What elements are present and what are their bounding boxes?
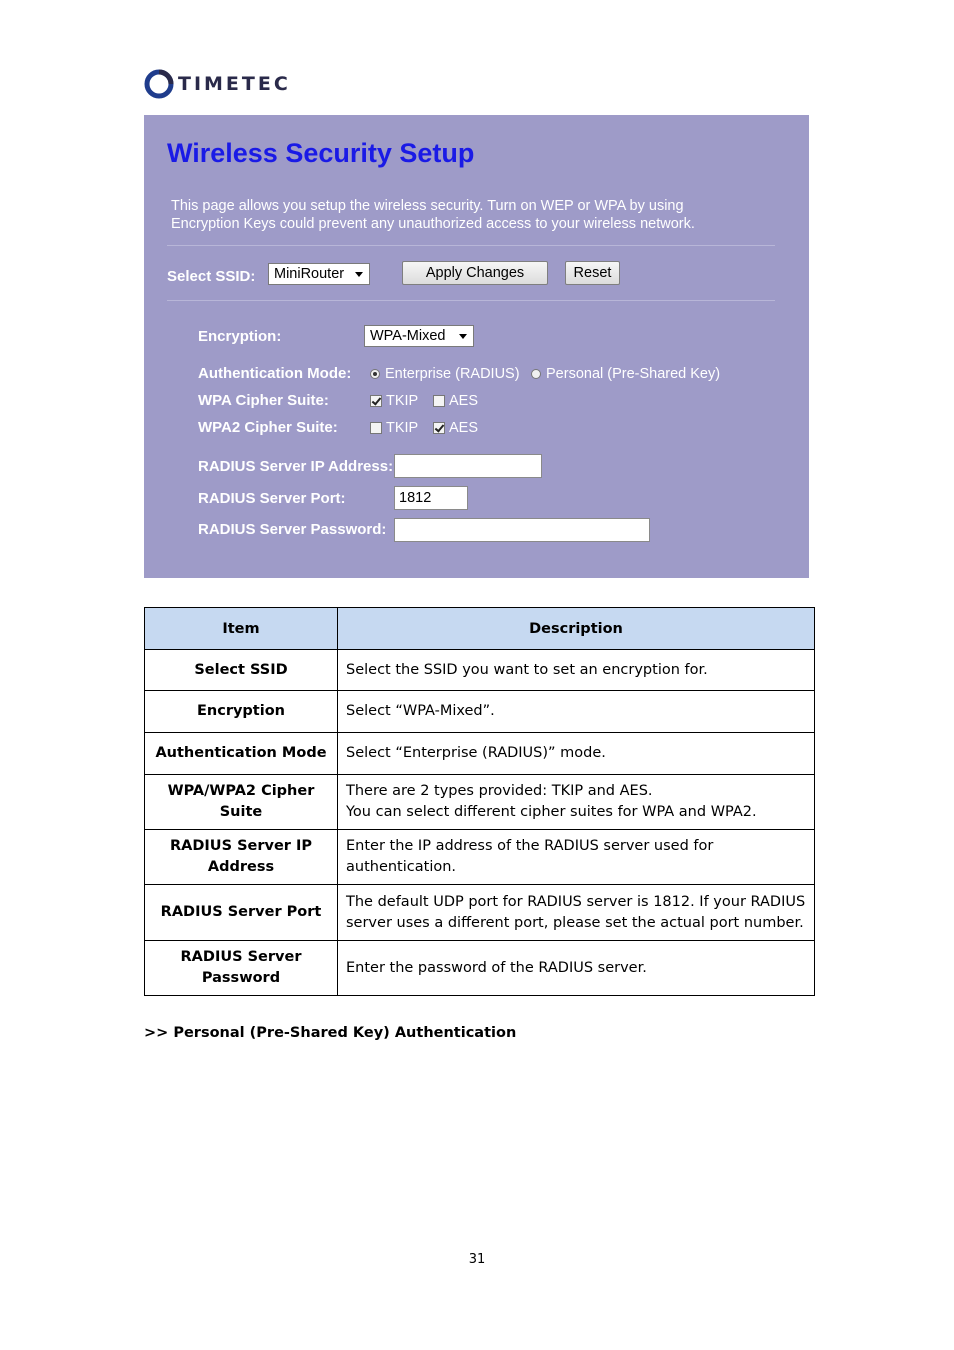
auth-enterprise-option[interactable] bbox=[370, 366, 520, 382]
timetec-logo-icon bbox=[144, 69, 174, 99]
description-cell: Select “Enterprise (RADIUS)” mode. bbox=[338, 733, 815, 775]
wpa2-aes-checkbox[interactable] bbox=[433, 420, 478, 436]
description-cell: Enter the password of the RADIUS server. bbox=[338, 941, 815, 996]
auth-option-label: Personal (Pre-Shared Key) bbox=[546, 366, 721, 382]
table-row bbox=[145, 885, 815, 941]
reset-button[interactable]: Reset bbox=[565, 261, 620, 285]
encryption-select-value: WPA-Mixed bbox=[370, 328, 446, 344]
checkbox-checked-icon[interactable] bbox=[370, 395, 382, 407]
wpa-cipher-label: WPA Cipher Suite: bbox=[198, 392, 329, 409]
ssid-select-value: MiniRouter bbox=[274, 266, 345, 282]
description-table bbox=[144, 607, 815, 996]
column-header-item: Item bbox=[145, 608, 338, 650]
radius-password-label: RADIUS Server Password: bbox=[198, 521, 387, 538]
description-line: You can select different cipher suites for WPA and WPA2. bbox=[346, 804, 757, 820]
item-cell: Select SSID bbox=[145, 650, 338, 691]
column-header-description: Description bbox=[338, 608, 815, 650]
apply-changes-button[interactable]: Apply Changes bbox=[402, 261, 548, 285]
item-cell: RADIUS Server IP Address bbox=[145, 830, 338, 885]
item-cell: WPA/WPA2 Cipher Suite bbox=[145, 775, 338, 830]
checkbox-checked-icon[interactable] bbox=[433, 422, 445, 434]
checkbox-label: AES bbox=[449, 420, 479, 436]
item-cell: Encryption bbox=[145, 691, 338, 733]
ssid-select[interactable] bbox=[268, 263, 370, 285]
page-title: Wireless Security Setup bbox=[167, 138, 475, 168]
radio-unselected-icon[interactable] bbox=[531, 369, 541, 379]
description-line: authentication. bbox=[346, 859, 457, 875]
radius-ip-label: RADIUS Server IP Address: bbox=[198, 458, 394, 475]
wireless-security-panel bbox=[144, 115, 809, 578]
divider bbox=[167, 300, 775, 301]
item-cell: RADIUS Server Password bbox=[145, 941, 338, 996]
encryption-select[interactable] bbox=[364, 325, 474, 347]
description-cell: Select the SSID you want to set an encryption for. bbox=[338, 650, 815, 691]
description-line: server uses a different port, please set the actual port number. bbox=[346, 914, 804, 931]
encryption-label: Encryption: bbox=[198, 328, 282, 345]
table-row bbox=[145, 941, 815, 996]
description-line: The default UDP port for RADIUS server is 1812. If your RADIUS bbox=[346, 893, 806, 910]
auth-personal-option[interactable] bbox=[531, 366, 720, 382]
timetec-logo bbox=[144, 68, 291, 100]
table-row bbox=[145, 830, 815, 885]
description-cell bbox=[338, 885, 815, 941]
table-row bbox=[145, 691, 815, 733]
radius-ip-input[interactable] bbox=[394, 454, 542, 478]
section-heading: >> Personal (Pre-Shared Key) Authentication bbox=[144, 1025, 517, 1041]
wpa2-cipher-label: WPA2 Cipher Suite: bbox=[198, 419, 338, 436]
table-row bbox=[145, 650, 815, 691]
item-cell: Authentication Mode bbox=[145, 733, 338, 775]
radius-port-label: RADIUS Server Port: bbox=[198, 490, 346, 507]
table-row bbox=[145, 775, 815, 830]
radius-password-input[interactable] bbox=[394, 518, 650, 542]
brand-name: TIMETEC bbox=[178, 73, 291, 95]
checkbox-label: AES bbox=[449, 393, 479, 409]
checkbox-unchecked-icon[interactable] bbox=[433, 395, 445, 407]
chevron-down-icon bbox=[459, 334, 467, 339]
auth-mode-label: Authentication Mode: bbox=[198, 365, 352, 382]
description-line: There are 2 types provided: TKIP and AES. bbox=[346, 783, 653, 799]
page-number: 31 bbox=[468, 1252, 486, 1267]
ssid-label: Select SSID: bbox=[167, 268, 256, 285]
wpa2-tkip-checkbox[interactable] bbox=[370, 420, 418, 436]
auth-option-label: Enterprise (RADIUS) bbox=[385, 366, 520, 382]
item-cell: RADIUS Server Port bbox=[145, 885, 338, 941]
divider bbox=[167, 245, 775, 246]
wpa-tkip-checkbox[interactable] bbox=[370, 393, 418, 409]
checkbox-label: TKIP bbox=[386, 393, 419, 409]
description-cell bbox=[338, 775, 815, 830]
description-line: Enter the IP address of the RADIUS server used for bbox=[346, 838, 714, 854]
description-cell: Select “WPA-Mixed”. bbox=[338, 691, 815, 733]
checkbox-label: TKIP bbox=[386, 420, 419, 436]
description-cell bbox=[338, 830, 815, 885]
chevron-down-icon bbox=[355, 272, 363, 277]
radius-port-input[interactable]: 1812 bbox=[394, 486, 468, 510]
wpa-aes-checkbox[interactable] bbox=[433, 393, 478, 409]
table-header-row bbox=[145, 608, 815, 650]
table-row bbox=[145, 733, 815, 775]
page-description: This page allows you setup the wireless security. Turn on WEP or WPA by using Encryption Keys could prevent any unauthorized access to your wireless network. bbox=[171, 198, 695, 232]
radio-selected-icon[interactable] bbox=[370, 369, 380, 379]
checkbox-unchecked-icon[interactable] bbox=[370, 422, 382, 434]
